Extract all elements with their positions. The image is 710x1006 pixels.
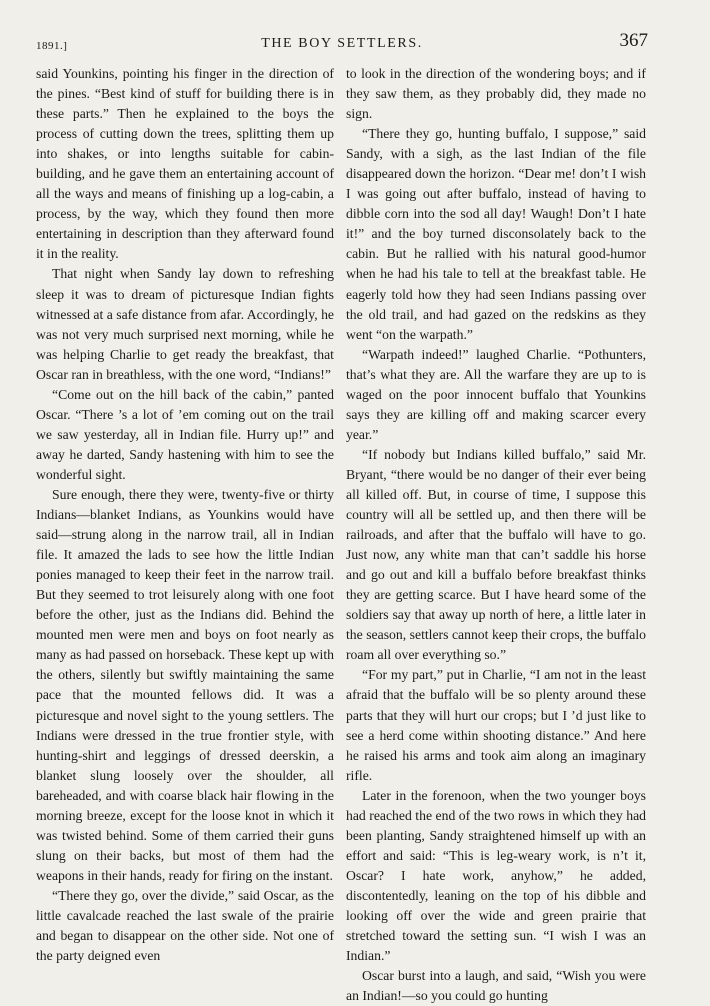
text-column-left <box>36 64 334 966</box>
paragraph: to look in the direction of the wondering boys; and if they saw them, as they probably did, they made no sign. <box>346 66 646 122</box>
paragraph: “Warpath indeed!” laughed Charlie. “Pothunters, that’s what they are. All the warfare they are up to is waged on the poor innocent buffalo that Younkins says they are killing off and making scarcer every year.” <box>346 346 646 442</box>
paragraph: said Younkins, pointing his finger in the direction of the pines. “Best kind of stuff for building there is in these parts.” Then he explained to the boys the process of cutting down the trees, splitting them up into shakes, or into lengths suitable for cabin-building, and he gave them an entertaining account of all the ways and means of finishing up a log-cabin, a process, by the way, which they found then more entertaining in description than they afterward found it in the reality. <box>36 66 334 262</box>
paragraph: “There they go, over the divide,” said Oscar, as the little cavalcade reached the last swale of the prairie and began to disappear on the other side. Not one of the party deigned even <box>36 887 334 964</box>
running-header <box>36 30 648 58</box>
paragraph: “There they go, hunting buffalo, I suppose,” said Sandy, with a sigh, as the last Indian of the file disappeared down the horizon. “Dear me! don’t I wish I was going out after buffalo, instead of having to dibble corn into the sod all day! Waugh! Don’t I hate it!” and the boy turned disconsolately back to the cabin. But he rallied with his natural good-humor when he had his tale to tell at the breakfast table. He eagerly told how they had seen Indians passing over the old trail, and had gazed on the redskins as they went “on the warpath.” <box>346 126 646 342</box>
paragraph: Later in the forenoon, when the two younger boys had reached the end of the two rows in which they had been planting, Sandy straightened himself up with an effort and said: “This is leg-weary work, is n’t it, Oscar? I hate work, anyhow,” he added, discontentedly, leaning on the top of his dibble and looking off over the wide and green prairie that stretched toward the setting sun. “I wish I was an Indian.” <box>346 787 646 964</box>
paragraph: Oscar burst into a laugh, and said, “Wish you were an Indian!—so you could go hunting <box>346 968 646 1004</box>
header-title: THE BOY SETTLERS. <box>261 36 423 51</box>
paragraph: “Come out on the hill back of the cabin,” panted Oscar. “There ’s a lot of ’em coming out on the trail we saw yesterday, all in Indian file. Hurry up!” and away he darted, Sandy hastening with him to see the wonderful sight. <box>36 386 334 482</box>
text-column-right <box>346 64 646 1006</box>
paragraph: “For my part,” put in Charlie, “I am not in the least afraid that the buffalo will be so plenty around these parts that they will hurt our crops; but I ’d just like to see a herd come within shooting distance.” And here he raised his arms and took aim along an imaginary rifle. <box>346 667 646 783</box>
paragraph: Sure enough, there they were, twenty-five or thirty Indians—blanket Indians, as Younkins would have said—strung along in the narrow trail, all in Indian file. It amazed the lads to see how the little Indian ponies managed to keep their feet in the narrow trail. But they seemed to trot leisurely along with one foot before the other, just as the Indians did. Behind the mounted men were men and boys on foot nearly as many as had passed on horseback. These kept up with the others, silently but swiftly maintaining the same pace that the mounted fellows did. It was a picturesque and novel sight to the young settlers. The Indians were dressed in the true frontier style, with hunting-shirt and leggings of dressed deerskin, a blanket slung loosely over the shoulder, all bareheaded, and with coarse black hair flowing in the morning breeze, except for the loose knot in which it was twisted behind. Some of them carried their guns slung on their backs, but most of them had the weapons in their hands, ready for firing on the instant. <box>36 486 334 883</box>
paragraph: “If nobody but Indians killed buffalo,” said Mr. Bryant, “there would be no danger of their ever being all killed off. But, in course of time, I suppose this country will all be settled up, and then there will be railroads, and after that the buffalo will have to go. Just now, any white man that can’t saddle his horse and go out and kill a buffalo before breakfast thinks they are getting scarce. But I have heard some of the soldiers say that away up north of here, a little later in the season, settlers cannot keep their crops, the buffalo roam all over everything so.” <box>346 446 646 663</box>
page-number: 367 <box>619 30 648 51</box>
paragraph: That night when Sandy lay down to refreshing sleep it was to dream of picturesque Indian fights witnessed at a safe distance from afar. Accordingly, he was not very much surprised next morning, while he was helping Charlie to get ready the breakfast, that Oscar ran in breathless, with the one word, “Indians!” <box>36 266 334 382</box>
header-date: 1891.] <box>36 40 68 52</box>
